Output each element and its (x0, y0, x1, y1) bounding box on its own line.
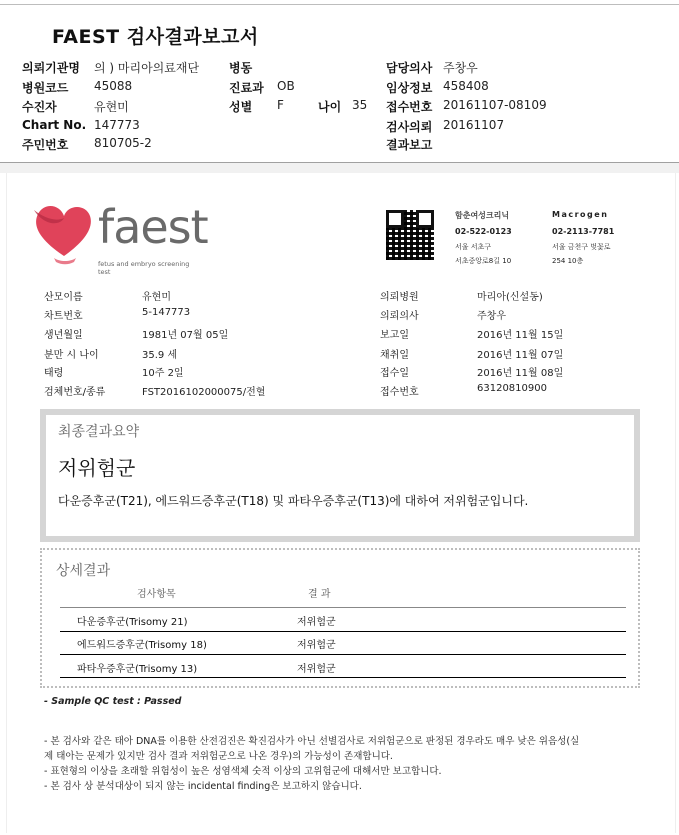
table-row-line (60, 654, 626, 655)
header-value: 20161107-08109 (443, 98, 547, 112)
logo-wordmark: faest (98, 200, 208, 254)
lab-name: Macrogen (552, 210, 609, 219)
logo-tagline: fetus and embryo screening test (98, 260, 190, 276)
header-label: 주민번호 (22, 138, 69, 152)
patient-value: 35.9 세 (142, 350, 178, 361)
detail-heading: 상세결과 (56, 563, 111, 579)
note-line: - 본 검사와 같은 태아 DNA를 이용한 산전검진은 확진검사가 아닌 선별검사로 저위험군으로 판정된 경우라도 매우 낮은 위음성(실 (44, 736, 580, 747)
header-value: 147773 (94, 118, 140, 132)
detail-item: 에드워드증후군(Trisomy 18) (77, 640, 207, 651)
detail-result: 저위험군 (297, 640, 336, 651)
header-value: 45088 (94, 79, 133, 93)
header-label: 진료과 (229, 81, 264, 95)
detail-col-item: 검사항목 (137, 589, 176, 600)
note-line: - 본 검사 상 분석대상이 되지 않는 incidental finding은 보고하지 않습니다. (44, 781, 362, 792)
patient-label: 생년월일 (44, 330, 83, 341)
header-label: 담당의사 (386, 61, 433, 75)
patient-label: 분만 시 나이 (44, 350, 99, 361)
patient-value: 1981년 07월 05일 (142, 330, 229, 341)
patient-value: 유현미 (142, 292, 171, 303)
detail-col-result: 결 과 (308, 589, 331, 600)
qr-code-icon (386, 210, 434, 260)
patient-label: 의뢰병원 (380, 292, 419, 303)
top-rule (0, 4, 679, 5)
patient-value: 63120810900 (477, 383, 547, 394)
header-value: 20161107 (443, 118, 505, 132)
header-label: 검사의뢰 (386, 120, 433, 134)
table-row-line (60, 631, 626, 632)
notes (44, 734, 644, 794)
detail-item: 다운증후군(Trisomy 21) (77, 617, 188, 628)
summary-description: 다운증후군(T21), 에드워드증후군(T18) 및 파타우증후군(T13)에 대하여 저위험군입니다. (58, 494, 529, 508)
header-label: 의뢰기관명 (22, 61, 80, 75)
lab-address: 254 10층 (552, 257, 584, 265)
patient-label: 검체번호/종류 (44, 387, 106, 398)
summary-heading: 최종결과요약 (58, 424, 140, 440)
patient-label: 의뢰의사 (380, 311, 419, 322)
header-label: 수진자 (22, 100, 57, 114)
note-line: - 표현형의 이상을 초래할 위험성이 높은 성염색체 숫적 이상의 고위험군에 대해서만 보고합니다. (44, 766, 442, 777)
table-header-line (60, 607, 626, 608)
header-label: 나이 (318, 100, 342, 114)
patient-value: 5-147773 (142, 307, 191, 318)
header-label: 임상정보 (386, 81, 433, 95)
page-title: FAEST 검사결과보고서 (52, 26, 259, 48)
patient-value: 2016년 11월 08일 (477, 368, 564, 379)
note-line: 제 태아는 문제가 있지만 검사 결과 저위험군으로 나온 경우)의 가능성이 존재합니다. (44, 751, 393, 762)
patient-label: 채취일 (380, 350, 409, 361)
header-label: 병원코드 (22, 81, 69, 95)
patient-value: 주창우 (477, 311, 506, 322)
header-value: F (277, 98, 284, 112)
header-label: Chart No. (22, 118, 87, 132)
summary-result: 저위험군 (58, 456, 136, 480)
header-label: 성별 (229, 100, 253, 114)
header-value: 810705-2 (94, 136, 152, 150)
patient-value: 2016년 11월 15일 (477, 330, 564, 341)
patient-value: 10주 2일 (142, 368, 184, 379)
page-gap (0, 163, 679, 173)
detail-result: 저위험군 (297, 617, 336, 628)
patient-value: 마리아(신설동) (477, 292, 543, 303)
header-label: 결과보고 (386, 138, 433, 152)
patient-label: 보고일 (380, 330, 409, 341)
patient-value: FST2016102000075/전혈 (142, 387, 266, 398)
header-value: 유현미 (94, 100, 129, 114)
patient-label: 산모이름 (44, 292, 83, 303)
header-label: 접수번호 (386, 100, 433, 114)
patient-label: 접수일 (380, 368, 409, 379)
patient-label: 태령 (44, 368, 64, 379)
faest-logo (30, 196, 208, 276)
header-value: 주창우 (443, 61, 478, 75)
header-value: 458408 (443, 79, 489, 93)
clinic-name: 함춘여성크리닉 (455, 211, 510, 220)
table-row-line (60, 677, 626, 678)
qc-status: - Sample QC test : Passed (44, 696, 182, 707)
clinic-phone: 02-522-0123 (455, 227, 512, 236)
header-value: 의 ) 마리아의료재단 (94, 61, 200, 75)
header-label: 병동 (229, 61, 253, 75)
detail-result: 저위험군 (297, 664, 336, 675)
lab-phone: 02-2113-7781 (552, 227, 615, 236)
detail-item: 파타우증후군(Trisomy 13) (77, 664, 198, 675)
clinic-address: 서초중앙로8길 10 (455, 257, 512, 265)
patient-value: 2016년 11월 07일 (477, 350, 564, 361)
header-value: OB (277, 79, 295, 93)
patient-label: 차트번호 (44, 311, 83, 322)
header-value: 35 (352, 98, 368, 112)
lab-address: 서울 금천구 벚꽃로 (552, 243, 611, 251)
clinic-address: 서울 서초구 (455, 243, 492, 251)
patient-label: 접수번호 (380, 387, 419, 398)
